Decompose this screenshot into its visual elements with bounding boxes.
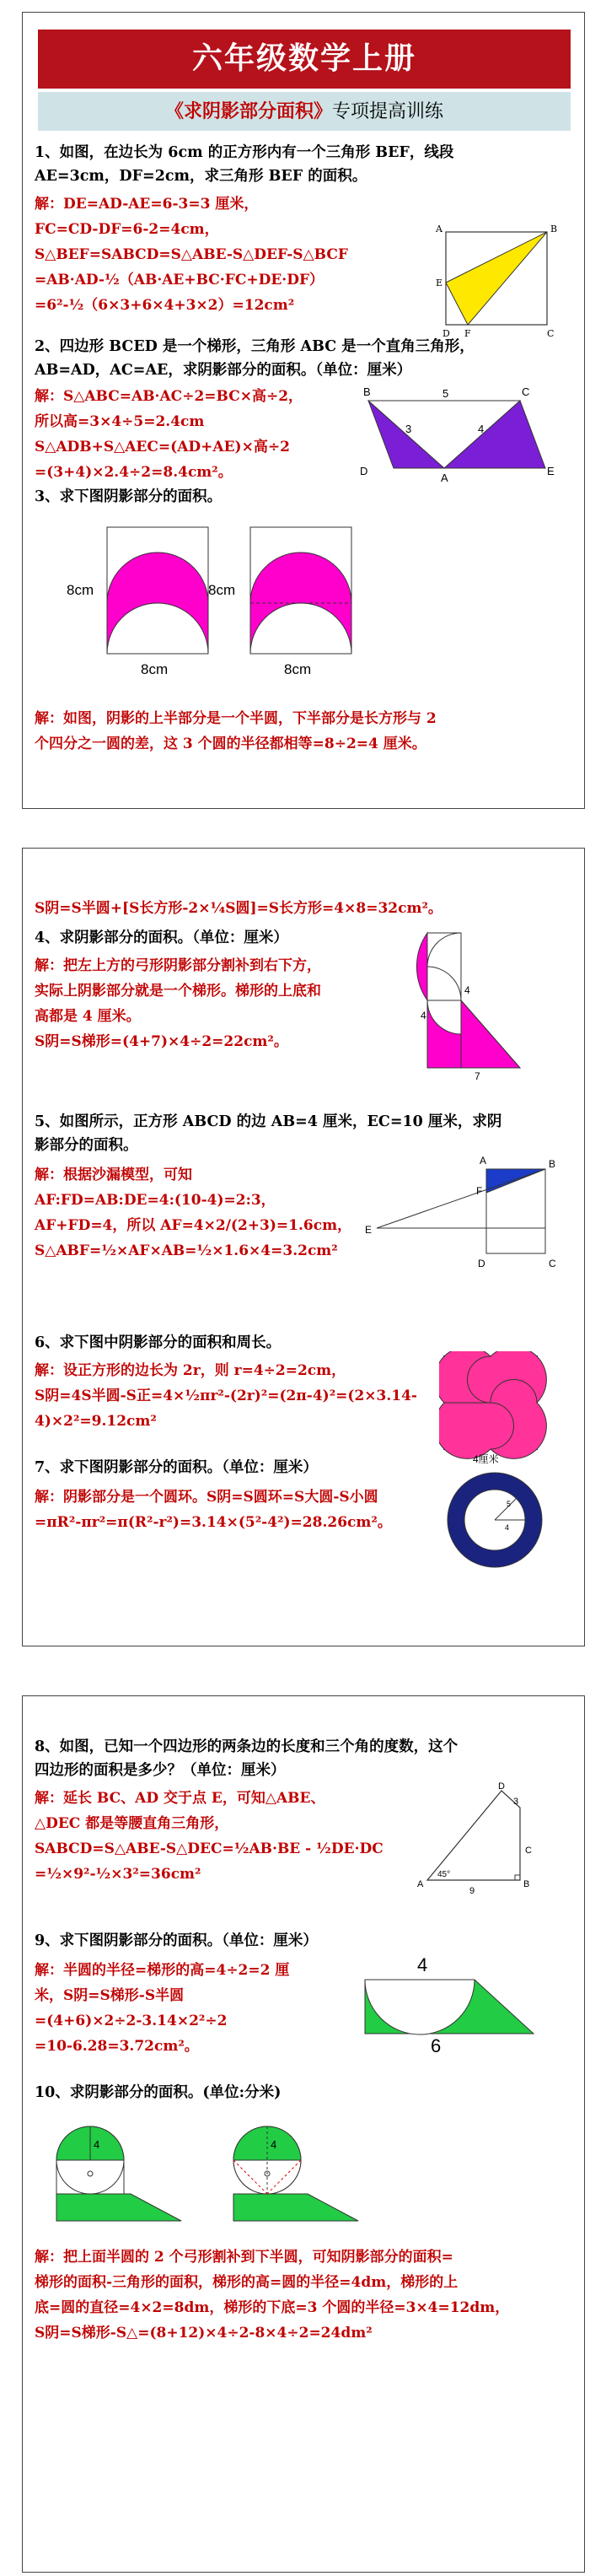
answer-5-line-4: S△ABF=½×AF×AB=½×1.6×4=3.2cm² — [35, 1242, 338, 1259]
answer-7-line-2: =πR²-πr²=π(R²-r²)=3.14×(5²-4²)=28.26cm²。 — [35, 1514, 392, 1531]
answer-8-line-4: =½×9²-½×3²=36cm² — [35, 1866, 201, 1883]
q5-label-f: F — [476, 1185, 483, 1197]
answer-5 — [35, 1162, 351, 1264]
answer-6-line-1: 解：设正方形的边长为 2r，则 r=4÷2=2cm， — [35, 1362, 346, 1379]
q8-label-3: 3 — [513, 1797, 519, 1807]
question-5-line-1: 5、如图所示，正方形 ABCD 的边 AB=4 厘米，EC=10 厘米，求阴 — [35, 1113, 502, 1130]
q8-label-c: C — [525, 1846, 532, 1856]
question-8-line-2: 四边形的面积是多少？（单位：厘米） — [35, 1762, 286, 1779]
q2-label-d: D — [360, 465, 368, 477]
q3-label-left-height: 8cm — [67, 582, 94, 598]
q1-label-e: E — [436, 278, 443, 288]
question-2-line-1: 2、四边形 BCED 是一个梯形，三角形 ABC 是一个直角三角形， — [35, 338, 475, 355]
answer-2-line-3: S△ADB+S△AEC=(AD+AE)×高÷2 — [35, 439, 290, 455]
answer-3-continued — [35, 896, 442, 921]
answer-9-line-4: =10-6.28=3.72cm²。 — [35, 2038, 199, 2055]
answer-1-line-2: FC=CD-DF=6-2=4cm， — [35, 221, 219, 238]
q5-figure — [351, 1152, 579, 1270]
question-10 — [35, 2081, 281, 2104]
answer-1-line-5: =6²-½（6×3+6×4+3×2）=12cm² — [35, 297, 295, 314]
q8-quadrilateral-figure — [410, 1781, 562, 1899]
q7-ring-figure — [444, 1469, 545, 1571]
answer-6-line-3: 4)×2²=9.12cm² — [35, 1413, 157, 1430]
question-5-line-2: 影部分的面积。 — [35, 1137, 138, 1154]
answer-3-line-1: 解：如图，阴影的上半部分是一个半圆，下半部分是长方形与 2 — [35, 710, 437, 727]
q1-label-d: D — [442, 328, 450, 339]
q5-label-b: B — [549, 1158, 556, 1170]
answer-4-line-2: 实际上阴影部分就是一个梯形。梯形的上底和 — [35, 983, 321, 1000]
answer-5-line-1: 解：根据沙漏模型，可知 — [35, 1167, 192, 1183]
answer-10 — [35, 2245, 509, 2346]
question-9-line-1: 9、求下图阴影部分的面积。（单位：厘米） — [35, 1932, 318, 1949]
q6-flower-figure — [439, 1351, 549, 1466]
question-2-line-2: AB=AD，AC=AE，求阴影部分的面积。（单位：厘米） — [35, 362, 412, 379]
q9-label-4: 4 — [417, 1954, 428, 1975]
answer-10-line-1: 解：把上面半圆的 2 个弓形割补到下半圆，可知阴影部分的面积= — [35, 2249, 453, 2266]
answer-8-line-1: 解：延长 BC、AD 交于点 E，可知△ABE、 — [35, 1790, 325, 1807]
answer-9-line-3: =(4+6)×2÷2-3.14×2²÷2 — [35, 2013, 228, 2029]
q8-label-b: B — [523, 1879, 530, 1889]
answer-9-line-2: 米，S阴=S梯形-S半圆 — [35, 1987, 185, 2004]
question-8-line-1: 8、如图，已知一个四边形的两条边的长度和三个角的度数，这个 — [35, 1738, 459, 1755]
subtitle-topic: 《求阴影部分面积》 — [164, 100, 332, 122]
answer-4 — [35, 953, 321, 1054]
worksheet-page-3 — [22, 1695, 585, 2573]
q2-label-e: E — [547, 465, 555, 477]
answer-3-line-3: S阴=S半圆+[S长方形-2×¼S圆]=S长方形=4×8=32cm²。 — [35, 900, 442, 917]
q6-label: 4厘米 — [473, 1453, 499, 1465]
q3-label-left-width: 8cm — [141, 661, 169, 677]
worksheet-page-1 — [22, 12, 585, 809]
q2-trapezoid-figure — [335, 384, 562, 485]
q2-label-a: A — [441, 472, 448, 484]
answer-6-line-2: S阴=4S半圆-S正=4×½πr²-(2r)²=(2π-4)²=(2×3.14- — [35, 1388, 417, 1404]
question-1 — [35, 141, 453, 188]
q2-label-3: 3 — [405, 423, 412, 435]
q10-label-4-right: 4 — [271, 2138, 277, 2151]
q2-label-c: C — [522, 385, 530, 398]
answer-3-line-2: 个四分之一圆的差，这 3 个圆的半径都相等=8÷2=4 厘米。 — [35, 736, 426, 752]
q1-label-f: F — [464, 328, 471, 339]
answer-10-line-4: S阴=S梯形-S△=(8+12)×4÷2-8×4÷2=24dm² — [35, 2325, 373, 2342]
answer-9-line-1: 解：半圆的半径=梯形的高=4÷2=2 厘 — [35, 1962, 290, 1979]
q3-figures — [56, 519, 360, 687]
answer-10-line-3: 底=圆的直径=4×2=8dm，梯形的下底=3 个圆的半径=3×4=12dm， — [35, 2299, 510, 2316]
q5-label-d: D — [478, 1258, 485, 1269]
q5-label-e: E — [365, 1224, 373, 1236]
answer-1 — [35, 191, 348, 318]
q1-label-c: C — [547, 328, 555, 339]
question-6-line-1: 6、求下图中阴影部分的面积和周长。 — [35, 1334, 282, 1351]
answer-1-line-4: =AB·AD-½（AB·AE+BC·FC+DE·DF） — [35, 272, 324, 288]
q2-label-b: B — [363, 385, 371, 398]
q2-label-4: 4 — [478, 423, 485, 435]
question-3-line-1: 3、求下图阴影部分的面积。 — [35, 488, 223, 505]
question-2 — [35, 335, 475, 382]
answer-9 — [35, 1958, 289, 2059]
answer-2-line-2: 所以高=3×4÷5=2.4cm — [35, 413, 205, 430]
answer-4-line-4: S阴=S梯形=(4+7)×4÷2=22cm²。 — [35, 1033, 288, 1050]
question-1-line-1: 1、如图，在边长为 6cm 的正方形内有一个三角形 BEF，线段 — [35, 144, 454, 161]
answer-1-line-3: S△BEF=SABCD=S△ABE-S△DEF-S△BCF — [35, 246, 348, 263]
question-10-line-1: 10、求阴影部分的面积。(单位:分米) — [35, 2084, 282, 2101]
answer-1-line-1: 解：DE=AD-AE=6-3=3 厘米， — [35, 196, 259, 213]
question-8 — [35, 1735, 458, 1782]
page-subtitle — [38, 92, 571, 131]
answer-8 — [35, 1786, 383, 1887]
answer-2-line-1: 解：S△ABC=AB·AC÷2=BC×高÷2， — [35, 388, 303, 405]
question-9 — [35, 1929, 318, 1953]
q9-trapezoid-figure — [343, 1946, 545, 2056]
q4-figure — [394, 924, 528, 1085]
q1-label-a: A — [436, 224, 442, 234]
question-6 — [35, 1331, 281, 1355]
answer-4-line-3: 高都是 4 厘米。 — [35, 1008, 141, 1025]
q1-square-figure — [427, 222, 571, 340]
q4-label-4-left: 4 — [421, 1010, 426, 1021]
q10-figures — [40, 2111, 377, 2229]
answer-6 — [35, 1358, 417, 1434]
q5-label-c: C — [549, 1258, 556, 1269]
answer-5-line-3: AF+FD=4，所以 AF=4×2/(2+3)=1.6cm， — [35, 1217, 352, 1234]
question-5 — [35, 1110, 501, 1157]
q8-label-angle: 45° — [437, 1870, 451, 1879]
q10-label-4-left: 4 — [94, 2138, 100, 2151]
q8-label-a: A — [417, 1879, 424, 1889]
q1-label-b: B — [550, 224, 558, 234]
q9-label-6: 6 — [431, 2035, 442, 2056]
question-4 — [35, 926, 288, 950]
answer-7 — [35, 1485, 392, 1535]
q3-label-right-height: 8cm — [208, 582, 236, 598]
q2-label-5: 5 — [442, 387, 449, 400]
q4-label-4-right: 4 — [464, 984, 470, 996]
answer-10-line-2: 梯形的面积-三角形的面积，梯形的高=圆的半径=4dm，梯形的上 — [35, 2274, 459, 2291]
question-4-line-1: 4、求阴影部分的面积。（单位：厘米） — [35, 930, 288, 946]
worksheet-page-2 — [22, 848, 585, 1646]
q5-label-a: A — [480, 1155, 487, 1167]
page-title: 六年级数学上册 — [38, 30, 571, 89]
answer-7-line-1: 解：阴影部分是一个圆环。S阴=S圆环=S大圆-S小圆 — [35, 1489, 378, 1506]
question-3 — [35, 485, 222, 509]
answer-5-line-2: AF:FD=AB:DE=4:(10-4)=2:3， — [35, 1192, 276, 1209]
answer-8-line-3: SABCD=S△ABE-S△DEC=½AB·BE - ½DE·DC — [35, 1840, 383, 1857]
question-7-line-1: 7、求下图阴影部分的面积。（单位：厘米） — [35, 1459, 318, 1476]
q4-label-7: 7 — [475, 1070, 480, 1082]
q7-label-5: 5 — [507, 1500, 512, 1508]
q7-label-4: 4 — [505, 1523, 510, 1532]
answer-4-line-1: 解：把左上方的弓形阴影部分割补到右下方， — [35, 957, 321, 974]
answer-2 — [35, 384, 303, 485]
q3-label-right-width: 8cm — [284, 661, 312, 677]
answer-2-line-4: =(3+4)×2.4÷2=8.4cm²。 — [35, 464, 233, 481]
answer-3 — [35, 706, 437, 757]
question-7 — [35, 1456, 318, 1479]
subtitle-type: 专项提高训练 — [332, 101, 444, 122]
q8-label-9: 9 — [469, 1886, 475, 1896]
question-1-line-2: AE=3cm，DF=2cm，求三角形 BEF 的面积。 — [35, 168, 367, 185]
q8-label-d: D — [498, 1781, 505, 1792]
answer-8-line-2: △DEC 都是等腰直角三角形， — [35, 1815, 229, 1832]
